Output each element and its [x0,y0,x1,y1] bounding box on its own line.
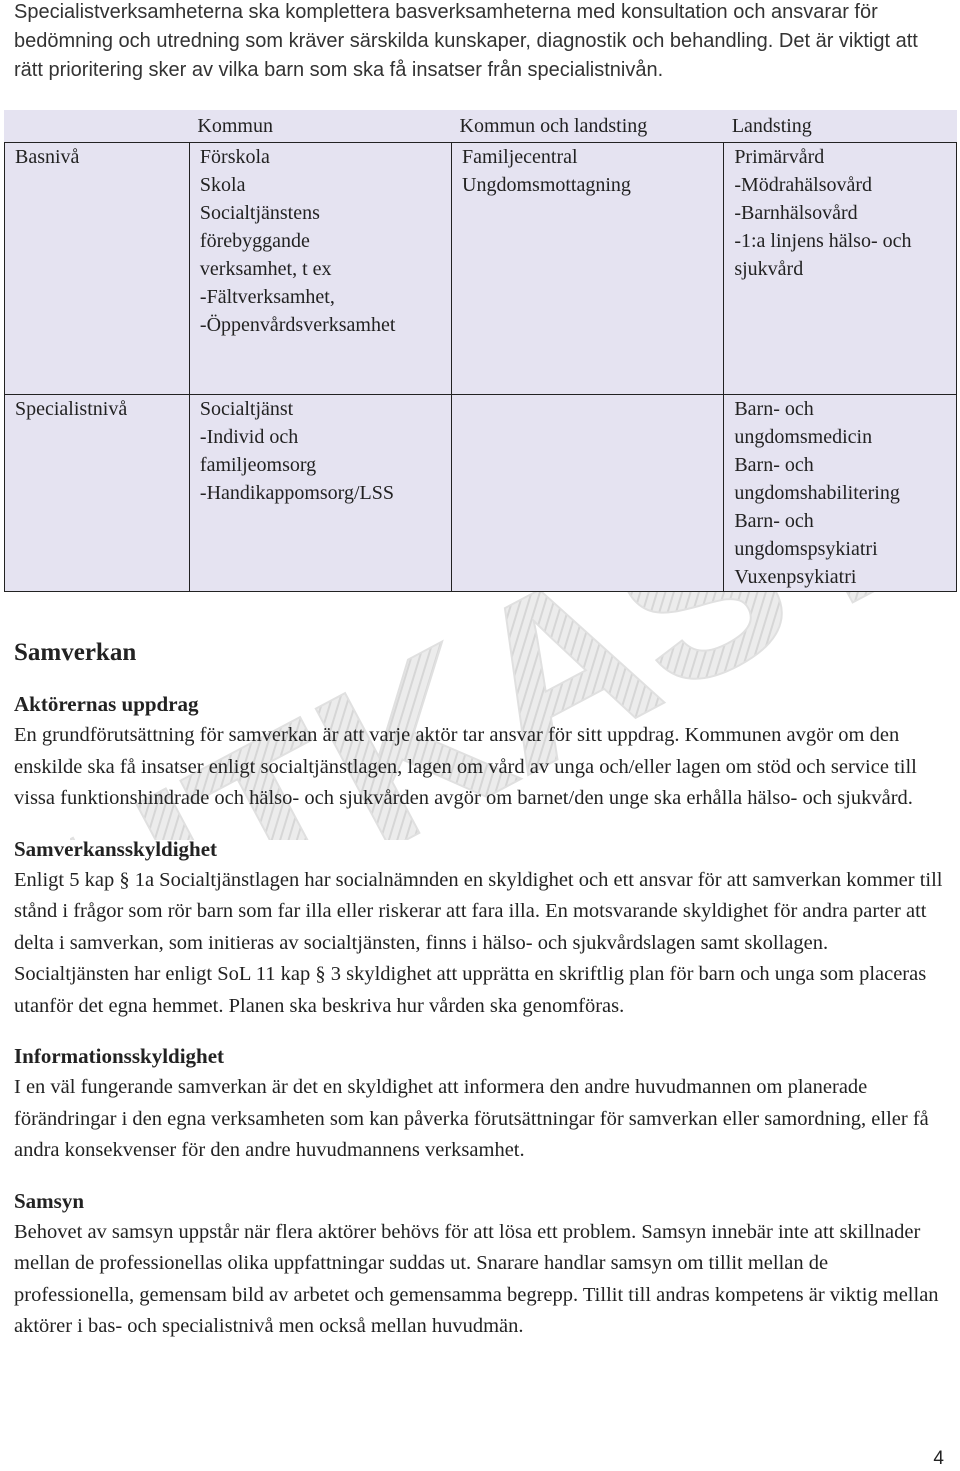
section-samsyn [14,1185,944,1343]
cell-line: -1:a linjens hälso- och [734,230,912,252]
section-heading: Samsyn [14,1188,85,1213]
cell-line: -Barnhälsovård [734,202,858,224]
cell-line: Barn- och [734,510,814,532]
header-kommun: Kommun [189,110,451,143]
section-heading: Samverkansskyldighet [14,836,218,861]
header-empty [5,110,190,143]
table-row-specialistniva [5,395,957,592]
main-content [14,636,944,1361]
section-body: Behovet av samsyn uppstår när flera aktörer behövs för att lösa ett problem. Samsyn innebär inte att skillnader mellan de professionellas olika uppfattningar suddas ut. Snarare handlar samsyn om tillit mellan de professionella, gemensam bild av arbetet och gemensamma begrepp. Tillit till andras kompetens är viktig mellan aktörer i bas- och specialistnivå men också mellan huvudmän. [14,1220,939,1337]
cell-line: -Mödrahälsovård [734,174,873,196]
level-label: Specialistnivå [5,395,190,592]
table-row-basniva [5,143,957,395]
cell-kommun [189,143,451,395]
cell-line: ungdomspsykiatri [734,538,878,560]
header-kommun-landsting: Kommun och landsting [452,110,724,143]
page-number: 4 [933,1448,944,1469]
cell-line: Ungdomsmottagning [462,174,631,196]
cell-line: Förskola [199,146,270,168]
cell-line: -Fältverksamhet, [199,286,335,308]
cell-line: Primärvård [734,146,825,168]
cell-line: sjukvård [734,258,804,280]
cell-line: Vuxenpsykiatri [734,566,857,588]
cell-line: verksamhet, t ex [199,258,332,280]
cell-kommun-landsting [452,395,724,592]
level-label: Basnivå [5,143,190,395]
section-body: I en väl fungerande samverkan är det en skyldighet att informera den andre huvudmannen om planerade förändringar i den egna verksamheten som kan påverka förutsättningar för samverkan eller samordning, eller få andra konsekvenser för den andre huvudmannens verksamhet. [14,1076,929,1161]
section-body: En grundförutsättning för samverkan är att varje aktör tar ansvar för sitt uppdrag. Kommunen avgör om den enskilde ska få insatser enligt socialtjänstlagen, lagen om vård av unga och/eller lagen om stöd och service till vissa funktionshindrade och hälso- och sjukvården avgör om barnet/den unge ska erhålla hälso- och sjukvård. [14,724,917,809]
cell-line: -Handikappomsorg/LSS [199,482,394,504]
intro-paragraph: Specialistverksamheterna ska komplettera basverksamheterna med konsultation och ansvarar för bedömning och utredning som kräver särskilda kunskaper, diagnostik och behandling. Det är viktigt att rätt prioritering sker av vilka barn som ska få insatser från specialistnivån. [14,1,918,81]
cell-line: familjeomsorg [199,454,317,476]
cell-line: förebyggande [199,230,310,252]
cell-kommun [189,395,451,592]
cell-line: -Individ och [199,426,299,448]
section-aktorernas-uppdrag [14,688,944,815]
section-body: Enligt 5 kap § 1a Socialtjänstlagen har socialnämnden en skyldighet och ett ansvar för att samverkan kommer till stånd i frågor som rör barn som far illa eller riskerar att fara illa. En motsvarande skyldighet för andra parter att delta i samverkan, som initieras av socialtjänsten, finns i hälso- och sjukvårdslagen samt skollagen. Socialtjänsten har enligt SoL 11 kap § 3 skyldighet att upprätta en skriftlig plan för barn och unga som placeras utanför det egna hemmet. Planen ska beskriva hur vården ska genomföras. [14,868,943,1017]
cell-line: Familjecentral [462,146,578,168]
cell-line: Barn- och [734,454,814,476]
cell-line: Skola [199,174,246,196]
cell-line: -Öppenvårdsverksamhet [199,314,396,336]
cell-line: ungdomshabilitering [734,482,900,504]
section-heading: Aktörernas uppdrag [14,692,199,716]
table-header-row [5,110,957,143]
section-heading: Informationsskyldighet [14,1044,225,1068]
section-samverkansskyldighet [14,833,944,1023]
cell-line: ungdomsmedicin [734,426,873,448]
cell-landsting [724,395,957,592]
cell-line: Socialtjänst [199,398,294,420]
cell-landsting [724,143,957,395]
cell-kommun-landsting [452,143,724,395]
section-informationsskyldighet [14,1040,944,1167]
cell-line: Socialtjänstens [199,202,320,224]
section-title: Samverkan [14,639,137,666]
care-levels-table [4,110,957,592]
cell-line: Barn- och [734,398,814,420]
header-landsting: Landsting [724,110,957,143]
